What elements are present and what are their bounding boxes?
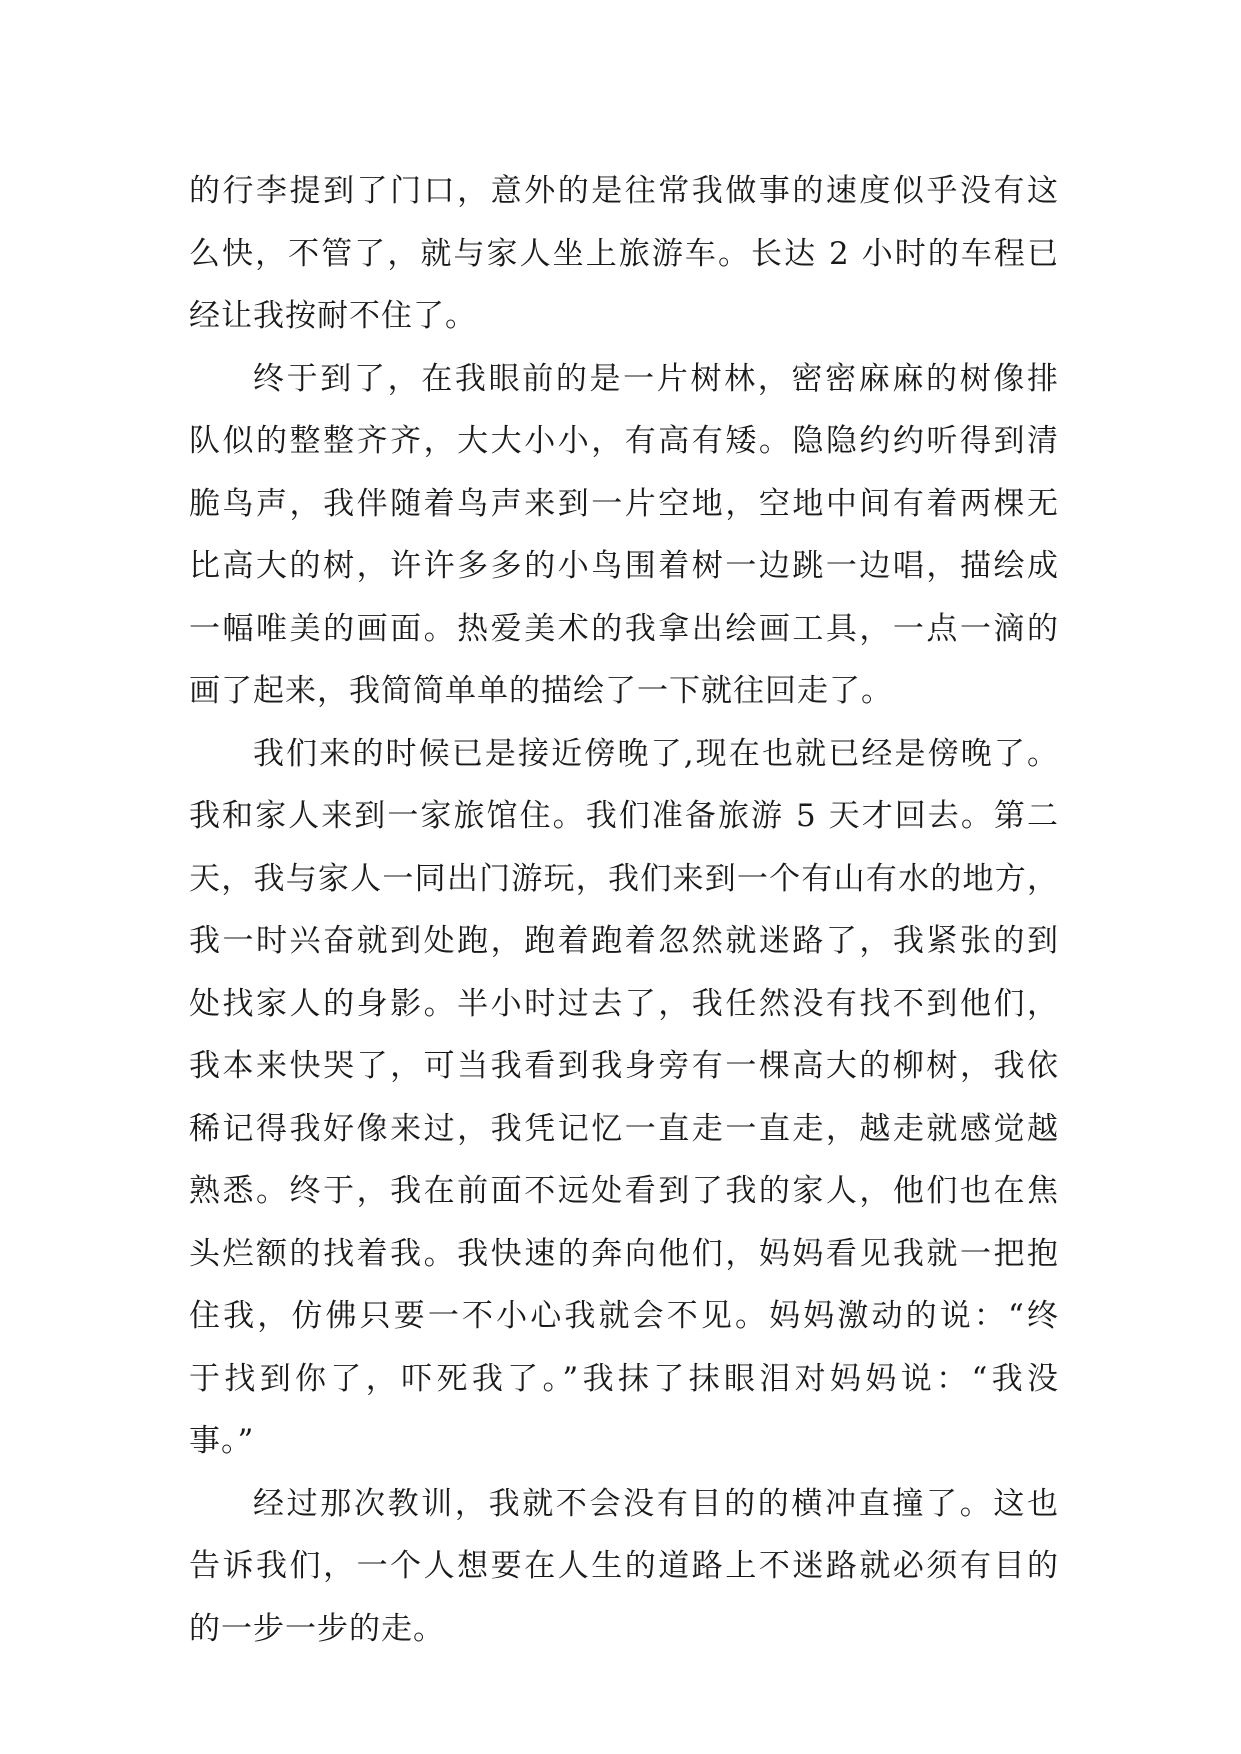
text-line: 比高大的树，许许多多的小鸟围着树一边跳一边唱，描绘成 <box>189 548 1059 584</box>
text-line: 熟悉。终于，我在前面不远处看到了我的家人，他们也在焦 <box>189 1173 1059 1209</box>
paragraph <box>189 348 1059 723</box>
text-line: 脆鸟声，我伴随着鸟声来到一片空地，空地中间有着两棵无 <box>189 485 1059 522</box>
paragraph <box>189 160 1059 348</box>
text-line: 画了起来，我简简单单的描绘了一下就往回走了。 <box>189 673 893 709</box>
text-line: 队似的整整齐齐，大大小小，有高有矮。隐隐约约听得到清 <box>189 423 1059 459</box>
text-line: 一幅唯美的画面。热爱美术的我拿出绘画工具，一点一滴的 <box>189 610 1059 647</box>
text-line: 的一步一步的走。 <box>189 1610 445 1647</box>
text-line: 处找家人的身影。半小时过去了，我任然没有找不到他们， <box>189 985 1059 1022</box>
text-line: 头烂额的找着我。我快速的奔向他们，妈妈看见我就一把抱 <box>189 1235 1059 1272</box>
document-body <box>189 160 1059 1660</box>
text-line: 稀记得我好像来过，我凭记忆一直走一直走，越走就感觉越 <box>189 1110 1059 1147</box>
paragraph <box>189 723 1059 1473</box>
paragraph <box>189 1473 1059 1661</box>
text-line: 天，我与家人一同出门游玩，我们来到一个有山有水的地方， <box>189 860 1059 897</box>
text-line: 告诉我们，一个人想要在人生的道路上不迷路就必须有目的 <box>189 1548 1059 1584</box>
text-line: 终于到了，在我眼前的是一片树林，密密麻麻的树像排 <box>253 360 1059 397</box>
text-line: 我一时兴奋就到处跑，跑着跑着忽然就迷路了，我紧张的到 <box>189 923 1059 959</box>
text-line: 我本来快哭了，可当我看到我身旁有一棵高大的柳树，我依 <box>189 1048 1059 1084</box>
text-line: 于找到你了，吓死我了。”我抹了抹眼泪对妈妈说：“我没 <box>189 1360 1059 1397</box>
text-line: 我和家人来到一家旅馆住。我们准备旅游 5 天才回去。第二 <box>189 798 1059 834</box>
text-line: 我们来的时候已是接近傍晚了,现在也就已经是傍晚了。 <box>253 735 1059 772</box>
text-line: 经过那次教训，我就不会没有目的的横冲直撞了。这也 <box>253 1485 1059 1522</box>
text-line: 的行李提到了门口，意外的是往常我做事的速度似乎没有这 <box>189 173 1059 209</box>
text-line: 经让我按耐不住了。 <box>189 298 477 334</box>
text-line: 么快，不管了，就与家人坐上旅游车。长达 2 小时的车程已 <box>189 235 1059 272</box>
text-line: 住我，仿佛只要一不小心我就会不见。妈妈激动的说：“终 <box>189 1298 1059 1334</box>
text-line: 事。” <box>189 1423 255 1459</box>
